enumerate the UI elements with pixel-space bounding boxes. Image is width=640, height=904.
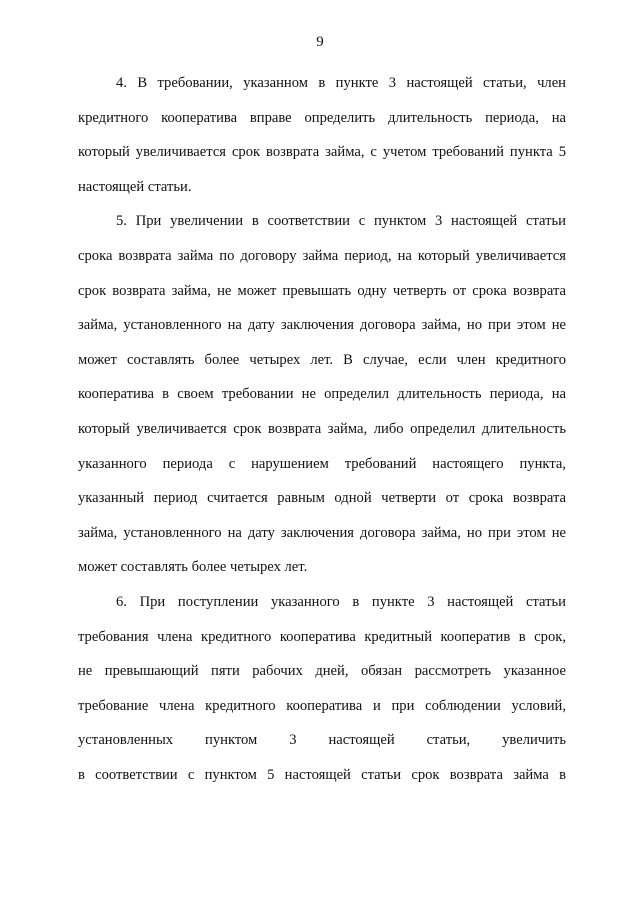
paragraph-6 bbox=[78, 585, 566, 793]
text-line: кредитного кооператива вправе определить длительность периода, на bbox=[78, 109, 566, 126]
text-line: может составлять более четырех лет. В случае, если член кредитного bbox=[78, 351, 566, 368]
text-line: требования члена кредитного кооператива кредитный кооператив в срок, bbox=[78, 628, 566, 645]
text-line: указанный период считается равным одной четверти от срока возврата bbox=[78, 490, 566, 507]
text-line: займа, установленного на дату заключения договора займа, но при этом не bbox=[78, 524, 566, 541]
text-line: срок возврата займа, не может превышать одну четверть от срока возврата bbox=[78, 282, 566, 299]
text-line: кооператива в своем требовании не определил длительность периода, на bbox=[78, 386, 566, 403]
text-line: установленных пунктом 3 настоящей статьи, увеличить bbox=[78, 732, 566, 749]
text-line: указанного периода с нарушением требований настоящего пункта, bbox=[78, 455, 566, 472]
text-line: не превышающий пяти рабочих дней, обязан рассмотреть указанное bbox=[78, 663, 566, 680]
text-line: который увеличивается срок возврата займа, либо определил длительность bbox=[78, 420, 566, 437]
text-line: может составлять более четырех лет. bbox=[78, 559, 308, 576]
text-line: который увеличивается срок возврата займа, с учетом требований пункта 5 bbox=[78, 144, 566, 161]
text-line: настоящей статьи. bbox=[78, 178, 192, 195]
text-line: требование члена кредитного кооператива и при соблюдении условий, bbox=[78, 697, 566, 714]
text-line: 6. При поступлении указанного в пункте 3 настоящей статьи bbox=[116, 593, 566, 610]
text-line: займа, установленного на дату заключения договора займа, но при этом не bbox=[78, 317, 566, 334]
text-line: 4. В требовании, указанном в пункте 3 настоящей статьи, член bbox=[116, 75, 566, 91]
document-body bbox=[78, 66, 566, 792]
paragraph-5 bbox=[78, 204, 566, 585]
text-line: в соответствии с пунктом 5 настоящей статьи срок возврата займа в bbox=[78, 766, 566, 783]
paragraph-4 bbox=[78, 66, 566, 204]
page-number: 9 bbox=[316, 34, 324, 50]
text-line: 5. При увеличении в соответствии с пунктом 3 настоящей статьи bbox=[116, 213, 566, 230]
text-line: срока возврата займа по договору займа период, на который увеличивается bbox=[78, 247, 566, 264]
